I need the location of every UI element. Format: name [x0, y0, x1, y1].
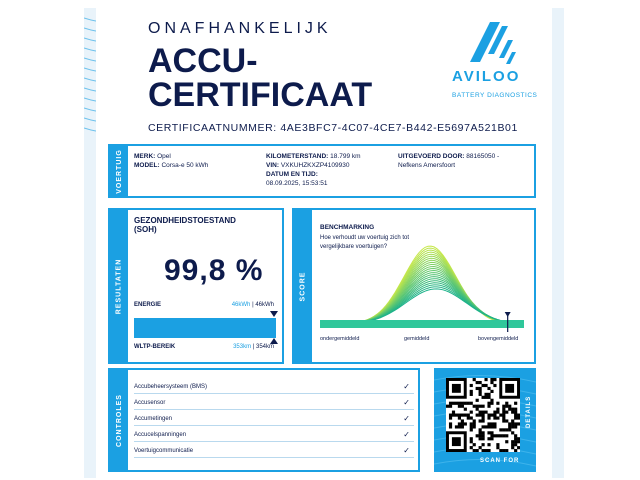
qr-module — [484, 378, 487, 381]
qr-module — [502, 408, 505, 411]
qr-module — [511, 431, 514, 434]
qr-module — [482, 396, 485, 399]
qr-module — [476, 381, 479, 384]
qr-module — [508, 408, 511, 411]
energy-separator: | — [250, 302, 256, 308]
qr-module — [496, 416, 499, 419]
qr-module — [473, 449, 476, 452]
qr-module — [514, 434, 517, 437]
qr-module — [484, 449, 487, 452]
qr-module — [505, 428, 508, 431]
qr-module — [505, 419, 508, 422]
qr-module — [470, 416, 473, 419]
qr-module — [476, 449, 479, 452]
vin-value: VXKUHZKXZP4109930 — [280, 162, 350, 169]
qr-module — [505, 405, 508, 408]
qr-module — [484, 384, 487, 387]
results-tab — [110, 210, 128, 362]
qr-module — [458, 402, 461, 405]
qr-module — [517, 422, 520, 425]
qr-module — [482, 431, 485, 434]
qr-module — [505, 434, 508, 437]
qr-module — [496, 411, 499, 414]
qr-module — [493, 422, 496, 425]
qr-module — [517, 446, 520, 449]
qr-module — [482, 405, 485, 408]
qr-module — [470, 440, 473, 443]
benchmark-bell-curve — [320, 238, 524, 332]
aviloo-logo-icon — [450, 18, 540, 102]
qr-module — [473, 405, 476, 408]
qr-module — [502, 434, 505, 437]
vehicle-tab-label: VOERTUIG — [115, 148, 123, 194]
check-icon: ✓ — [403, 382, 410, 391]
controls-tab — [110, 370, 128, 470]
qr-module — [482, 449, 485, 452]
qr-module — [464, 402, 467, 405]
qr-module — [487, 387, 490, 390]
qr-module — [508, 425, 511, 428]
qr-module — [482, 416, 485, 419]
benchmark-band — [320, 320, 524, 328]
qr-module — [496, 402, 499, 405]
qr-module — [464, 422, 467, 425]
qr-module — [508, 405, 511, 408]
qr-module — [467, 416, 470, 419]
qr-module — [449, 416, 452, 419]
qr-module — [487, 396, 490, 399]
qr-module — [449, 414, 452, 417]
qr-module — [464, 414, 467, 417]
qr-module — [499, 434, 502, 437]
qr-module — [473, 422, 476, 425]
qr-module — [479, 431, 482, 434]
qr-module — [449, 402, 452, 405]
qr-module — [482, 411, 485, 414]
qr-module — [455, 402, 458, 405]
qr-module — [499, 449, 502, 452]
qr-module — [461, 414, 464, 417]
marker-bottom-icon — [505, 331, 511, 332]
bell-curve-line — [320, 275, 524, 324]
qr-module — [479, 411, 482, 414]
vehicle-col-3 — [398, 152, 499, 170]
marker-top-icon — [505, 312, 511, 317]
range-value — [233, 344, 274, 350]
qr-module — [511, 425, 514, 428]
score-tab — [294, 210, 312, 362]
model-label: MODEL: — [134, 162, 160, 169]
qr-module — [482, 384, 485, 387]
bell-curve-line — [320, 262, 524, 324]
qr-module — [511, 446, 514, 449]
qr-module — [508, 422, 511, 425]
qr-module — [511, 440, 514, 443]
qr-module — [496, 443, 499, 446]
header-subtitle: ONAFHANKELIJK — [148, 20, 332, 37]
qr-module — [493, 416, 496, 419]
brand-value: Opel — [157, 153, 171, 160]
qr-module — [473, 425, 476, 428]
axis-average: gemiddeld — [404, 336, 430, 342]
qr-module — [514, 408, 517, 411]
qr-module — [452, 414, 455, 417]
qr-module — [490, 422, 493, 425]
qr-module — [487, 416, 490, 419]
qr-module — [470, 422, 473, 425]
qr-module — [476, 387, 479, 390]
qr-module — [490, 431, 493, 434]
soh-value: 99,8 % — [164, 254, 264, 287]
control-row — [134, 444, 414, 458]
range-measured: 353km — [233, 344, 252, 350]
qr-module — [452, 402, 455, 405]
qr-module — [514, 416, 517, 419]
controls-tab-label: CONTROLES — [115, 393, 123, 447]
qr-module — [484, 393, 487, 396]
certificate-number-value: 4AE3BFC7-4C07-4CE7-B442-E5697A521B01 — [280, 122, 518, 134]
qr-module — [502, 416, 505, 419]
control-row — [134, 396, 414, 410]
qr-module — [490, 414, 493, 417]
qr-code[interactable] — [446, 378, 520, 452]
qr-module — [476, 434, 479, 437]
qr-finder — [452, 384, 461, 393]
soh-label-line-1: GEZONDHEIDSTOESTAND — [134, 216, 236, 225]
energy-measured: 46kWh — [231, 302, 251, 308]
qr-module — [487, 437, 490, 440]
mileage-value: 18.799 km — [330, 153, 361, 160]
qr-module — [461, 405, 464, 408]
energy-value — [232, 302, 274, 308]
qr-module — [455, 425, 458, 428]
qr-module — [476, 408, 479, 411]
vin-label: VIN: — [266, 162, 279, 169]
qr-module — [487, 425, 490, 428]
qr-module — [490, 381, 493, 384]
qr-module — [493, 434, 496, 437]
qr-code-graphic — [446, 378, 520, 452]
qr-module — [467, 414, 470, 417]
qr-module — [479, 393, 482, 396]
qr-module — [511, 443, 514, 446]
vehicle-col-2 — [266, 152, 361, 188]
qr-module — [490, 437, 493, 440]
qr-module — [517, 414, 520, 417]
range-nominal: 354km — [255, 344, 274, 350]
qr-module — [455, 414, 458, 417]
qr-module — [470, 402, 473, 405]
qr-module — [470, 428, 473, 431]
qr-module — [449, 425, 452, 428]
qr-module — [482, 414, 485, 417]
qr-module — [484, 411, 487, 414]
qr-module — [482, 425, 485, 428]
qr-module — [505, 449, 508, 452]
bell-curve-line — [320, 277, 524, 324]
qr-module — [484, 425, 487, 428]
qr-module — [502, 405, 505, 408]
qr-module — [487, 443, 490, 446]
qr-module — [470, 390, 473, 393]
qr-module — [461, 425, 464, 428]
qr-module — [490, 399, 493, 402]
control-label: Accubeheersysteem (BMS) — [134, 384, 208, 390]
qr-module — [490, 378, 493, 381]
qr-module — [473, 378, 476, 381]
qr-module — [514, 449, 517, 452]
title-line-2: CERTIFICAAT — [148, 76, 373, 114]
qr-module — [479, 434, 482, 437]
bell-curve-line — [320, 289, 524, 324]
qr-module — [479, 414, 482, 417]
qr-module — [502, 449, 505, 452]
bell-curve-line — [320, 248, 524, 324]
control-row — [134, 380, 414, 394]
qr-module — [487, 393, 490, 396]
qr-module — [473, 443, 476, 446]
qr-module — [502, 428, 505, 431]
vehicle-col-1 — [134, 152, 208, 170]
qr-module — [458, 425, 461, 428]
qr-module — [479, 405, 482, 408]
qr-module — [449, 405, 452, 408]
qr-module — [458, 414, 461, 417]
qr-module — [490, 425, 493, 428]
results-tab-label: RESULTATEN — [115, 258, 123, 314]
qr-module — [479, 387, 482, 390]
check-icon: ✓ — [403, 398, 410, 407]
performed-by-label: UITGEVOERD DOOR: — [398, 153, 465, 160]
qr-module — [479, 446, 482, 449]
qr-module — [514, 443, 517, 446]
qr-module — [514, 414, 517, 417]
qr-code-box[interactable] — [434, 368, 536, 472]
qr-module — [461, 422, 464, 425]
certificate-number-label: CERTIFICAATNUMMER: — [148, 122, 277, 134]
control-label: Voertuigcommunicatie — [134, 448, 194, 454]
qr-module — [505, 411, 508, 414]
date-value: 08.09.2025, 15:53:51 — [266, 180, 328, 187]
qr-module — [511, 411, 514, 414]
qr-module — [496, 434, 499, 437]
energy-label: ENERGIE — [134, 302, 162, 308]
performed-by-name: Nefkens Amersfoort — [398, 162, 456, 169]
qr-module — [473, 419, 476, 422]
details-label: DETAILS — [526, 395, 532, 428]
page-title — [148, 44, 372, 112]
qr-module — [493, 384, 496, 387]
qr-module — [514, 422, 517, 425]
controls-panel — [108, 368, 420, 472]
qr-module — [493, 411, 496, 414]
qr-module — [514, 425, 517, 428]
qr-module — [490, 402, 493, 405]
qr-module — [479, 390, 482, 393]
axis-above-average: bovengemiddeld — [478, 336, 519, 342]
qr-finder — [452, 437, 461, 446]
qr-module — [502, 411, 505, 414]
model-value: Corsa-e 50 kWh — [161, 162, 209, 169]
qr-module — [517, 440, 520, 443]
check-icon: ✓ — [403, 414, 410, 423]
vehicle-tab — [110, 146, 128, 196]
qr-module — [476, 399, 479, 402]
qr-module — [458, 405, 461, 408]
qr-module — [482, 443, 485, 446]
qr-module — [502, 414, 505, 417]
qr-module — [505, 402, 508, 405]
soh-label-line-2: (SOH) — [134, 225, 157, 234]
control-label: Accumetingen — [134, 416, 173, 422]
vehicle-panel — [108, 144, 536, 198]
check-icon: ✓ — [403, 446, 410, 455]
energy-marker-icon — [270, 311, 278, 317]
control-row — [134, 412, 414, 426]
range-label: WLTP-BEREIK — [134, 344, 176, 350]
qr-module — [490, 434, 493, 437]
qr-module — [505, 440, 508, 443]
control-label: Accucelspanningen — [134, 432, 187, 438]
score-panel — [292, 208, 536, 364]
qr-module — [449, 422, 452, 425]
qr-module — [482, 419, 485, 422]
logo-tagline: BATTERY DIAGNOSTICS — [452, 92, 538, 99]
qr-module — [511, 422, 514, 425]
energy-bar — [134, 318, 276, 338]
qr-module — [517, 416, 520, 419]
qr-module — [493, 425, 496, 428]
qr-module — [479, 381, 482, 384]
qr-module — [476, 414, 479, 417]
qr-module — [470, 446, 473, 449]
qr-module — [470, 411, 473, 414]
performed-by-id: 88165050 - — [466, 153, 500, 160]
certificate-number — [148, 122, 518, 134]
qr-module — [482, 434, 485, 437]
qr-module — [458, 422, 461, 425]
axis-below-average: ondergemiddeld — [320, 336, 360, 342]
qr-module — [496, 446, 499, 449]
qr-module — [514, 440, 517, 443]
qr-module — [470, 393, 473, 396]
qr-module — [511, 419, 514, 422]
qr-module — [446, 405, 449, 408]
date-label: DATUM EN TIJD: — [266, 171, 318, 178]
control-label: Accusensor — [134, 400, 166, 406]
qr-module — [452, 411, 455, 414]
qr-module — [461, 419, 464, 422]
check-icon: ✓ — [403, 430, 410, 439]
qr-module — [487, 405, 490, 408]
qr-module — [464, 408, 467, 411]
qr-module — [484, 396, 487, 399]
qr-module — [487, 402, 490, 405]
qr-module — [487, 431, 490, 434]
title-line-1: ACCU- — [148, 42, 258, 80]
qr-module — [496, 408, 499, 411]
qr-module — [490, 390, 493, 393]
qr-module — [493, 414, 496, 417]
qr-module — [508, 428, 511, 431]
energy-nominal: 46kWh — [255, 302, 274, 308]
mileage-label: KILOMETERSTAND: — [266, 153, 329, 160]
bell-curve-line — [320, 265, 524, 325]
qr-module — [470, 384, 473, 387]
qr-module — [487, 422, 490, 425]
soh-label — [134, 216, 236, 234]
scan-label: SCAN FOR — [480, 458, 520, 464]
qr-module — [470, 437, 473, 440]
brand-label: MERK: — [134, 153, 156, 160]
qr-module — [482, 437, 485, 440]
qr-module — [514, 411, 517, 414]
results-panel — [108, 208, 284, 364]
qr-module — [487, 449, 490, 452]
score-tab-label: SCORE — [299, 271, 307, 301]
qr-finder — [505, 384, 514, 393]
benchmark-title: BENCHMARKING — [320, 224, 375, 231]
control-row — [134, 428, 414, 442]
qr-module — [479, 419, 482, 422]
range-separator: | — [251, 344, 256, 350]
qr-module — [502, 419, 505, 422]
qr-module — [514, 402, 517, 405]
qr-module — [467, 402, 470, 405]
qr-module — [499, 428, 502, 431]
qr-module — [517, 437, 520, 440]
qr-module — [514, 437, 517, 440]
qr-module — [476, 405, 479, 408]
qr-module — [458, 416, 461, 419]
qr-module — [470, 425, 473, 428]
qr-module — [493, 378, 496, 381]
logo-name: AVILOO — [452, 68, 521, 85]
qr-module — [479, 428, 482, 431]
qr-module — [511, 408, 514, 411]
qr-module — [479, 437, 482, 440]
qr-module — [487, 414, 490, 417]
bell-curve-line — [320, 279, 524, 324]
qr-module — [499, 414, 502, 417]
benchmark-question: Hoe verhoudt uw voertuig zich tot vergelijkbare voertuigen? — [320, 235, 410, 250]
qr-module — [461, 402, 464, 405]
